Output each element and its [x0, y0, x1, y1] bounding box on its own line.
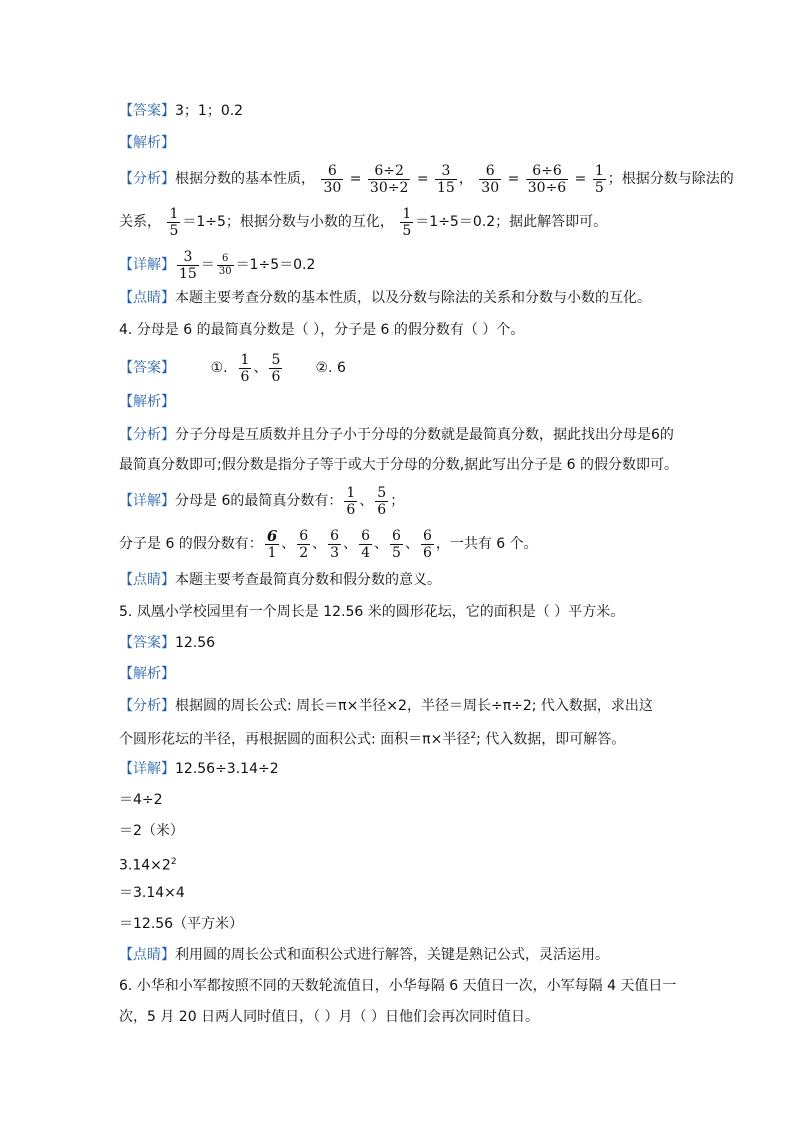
answer-tag: 【答案】	[119, 360, 175, 376]
numerator: 1	[594, 162, 604, 179]
question-text: 次，5 月 20 日两人同时值日，（ ）月（ ）日他们会再次同时值日。	[119, 1009, 539, 1025]
numerator: 3	[435, 163, 457, 180]
numerator: 1	[402, 205, 412, 222]
question-5	[119, 602, 624, 622]
text-run: ＝2（米）	[119, 823, 184, 839]
denominator: 6	[377, 501, 387, 518]
question-6-line-1	[119, 976, 676, 996]
numerator: 6	[361, 527, 371, 544]
calc-step	[119, 821, 184, 841]
numerator: 6	[422, 527, 432, 544]
numerator: 3	[177, 249, 199, 266]
numerator: 5	[271, 351, 281, 368]
numerator: 6	[479, 163, 501, 180]
fraction	[328, 528, 341, 561]
denominator: 30	[323, 179, 342, 196]
denominator: 6	[240, 368, 250, 385]
analysis-tag: 【解析】	[119, 135, 175, 151]
fraction	[217, 253, 234, 278]
question-text: 6. 小华和小军都按照不同的天数轮流值日，小华每隔 6 天值日一次，小军每隔 4 天值日一	[119, 978, 677, 994]
detail-line-2	[119, 523, 538, 565]
analysis-header	[119, 392, 175, 412]
question-text: 4. 分母是 6 的最简真分数是（ ），分子是 6 的假分数有（ ）个。	[119, 322, 525, 338]
equals-sign: ＝	[200, 257, 215, 273]
text-run: 分子分母是互质数并且分子小于分母的分数就是最简真分数，据此找出分母是6的	[175, 427, 674, 443]
text-run: 根据圆的周长公式: 周长＝π×半径×2，半径＝周长÷π÷2; 代入数据，求出这	[175, 698, 653, 714]
fraction	[421, 528, 434, 561]
reasoning-line-2	[119, 455, 678, 475]
detail-tag: 【详解】	[119, 761, 175, 777]
equals-sign: =	[416, 171, 429, 187]
detail-line	[119, 245, 315, 285]
fraction	[297, 528, 310, 561]
key-point-tag: 【点睛】	[119, 572, 175, 588]
text-run: ①.	[175, 360, 237, 376]
text-run: ＝1÷5；根据分数与小数的互化，	[182, 214, 394, 230]
fraction	[390, 528, 403, 561]
separator: 、	[281, 536, 296, 552]
text-run: 关系，	[119, 214, 161, 230]
text-run: 3.14×2	[119, 857, 171, 874]
text-run: ；根据分数与除法的	[607, 171, 734, 187]
separator: 、	[343, 536, 358, 552]
text-run: ＝3.14×4	[119, 885, 185, 901]
numerator: 6÷2	[368, 163, 410, 180]
key-point-line	[119, 288, 651, 308]
calc-step	[119, 790, 163, 810]
reasoning-tag: 【分析】	[119, 171, 175, 187]
text-run: 分母是 6的最简真分数有：	[175, 493, 343, 509]
key-point-tag: 【点睛】	[119, 290, 175, 306]
text-run: ，一共有 6 个。	[435, 536, 538, 552]
analysis-tag: 【解析】	[119, 666, 175, 682]
separator: 、	[359, 493, 374, 509]
text-run: ＝4÷2	[119, 792, 163, 808]
reasoning-line-2	[119, 201, 607, 243]
fraction	[435, 163, 457, 196]
text-run: 12.56÷3.14÷2	[175, 761, 279, 777]
reasoning-line-1	[119, 158, 734, 200]
text-run: 分子是 6 的假分数有：	[119, 536, 263, 552]
text-run: ＝12.56（平方米）	[119, 916, 244, 932]
fraction	[167, 206, 180, 239]
denominator: 15	[179, 265, 197, 282]
fraction	[368, 163, 410, 196]
numerator: 1	[240, 351, 250, 368]
detail-line	[119, 759, 279, 779]
numerator: 1	[346, 484, 356, 501]
numerator: 5	[377, 484, 387, 501]
fraction	[265, 528, 279, 561]
answer-text: 3；1；0.2	[175, 103, 244, 119]
equals-sign: =	[507, 171, 520, 187]
answer-line	[119, 348, 346, 388]
answer-tag: 【答案】	[119, 103, 175, 119]
answer-line	[119, 101, 243, 121]
superscript: 2	[470, 731, 477, 741]
denominator: 6	[271, 368, 281, 385]
denominator: 5	[392, 544, 401, 561]
numerator: 6	[299, 527, 309, 544]
numerator: 6÷6	[526, 163, 568, 180]
text-run: 最简真分数即可;假分数是指分子等于或大于分母的分数,据此写出分子是 6 的假分数即可。	[119, 457, 678, 473]
detail-tag: 【详解】	[119, 493, 175, 509]
key-point-text: 本题主要考查最简真分数和假分数的意义。	[175, 572, 441, 588]
calc-step	[119, 914, 243, 934]
denominator: 1	[267, 544, 277, 561]
key-point-tag: 【点睛】	[119, 947, 175, 963]
superscript: 2	[170, 857, 177, 867]
separator: 、	[374, 536, 389, 552]
denominator: 3	[330, 544, 340, 561]
comma: ，	[458, 171, 473, 187]
text-run: 个圆形花坛的半径，再根据圆的面积公式: 面积＝π×半径	[119, 731, 471, 748]
denominator: 30÷2	[369, 179, 409, 196]
text-run: ＝1÷5＝0.2；据此解答即可。	[415, 214, 608, 230]
fraction	[321, 163, 343, 196]
detail-tag: 【详解】	[119, 257, 175, 273]
denominator: 5	[402, 222, 412, 239]
fraction	[479, 163, 501, 196]
denominator: 6	[346, 501, 356, 518]
fraction	[344, 485, 357, 518]
analysis-header	[119, 133, 175, 153]
equals-sign: =	[574, 171, 587, 187]
numerator: 6	[266, 526, 278, 545]
reasoning-tag: 【分析】	[119, 427, 175, 443]
reasoning-tag: 【分析】	[119, 698, 175, 714]
key-point-text: 利用圆的周长公式和面积公式进行解答，关键是熟记公式，灵活运用。	[175, 947, 609, 963]
analysis-header	[119, 664, 175, 684]
denominator: 2	[299, 544, 309, 561]
numerator: 6	[330, 527, 340, 544]
denominator: 6	[422, 544, 432, 561]
denominator: 5	[169, 222, 179, 239]
reasoning-line-1	[119, 425, 674, 445]
reasoning-line-2	[119, 726, 625, 750]
denominator: 5	[594, 179, 604, 196]
question-6-line-2	[119, 1007, 539, 1027]
calc-step	[119, 883, 185, 903]
equals-sign: =	[349, 171, 362, 187]
question-4	[119, 320, 524, 340]
text-run: ②. 6	[284, 360, 346, 376]
fraction	[526, 163, 568, 196]
numerator: 1	[169, 205, 179, 222]
answer-line	[119, 633, 215, 653]
reasoning-line-1	[119, 696, 653, 716]
fraction	[400, 206, 413, 239]
separator: 、	[253, 360, 268, 376]
numerator: 6	[217, 253, 234, 266]
analysis-tag: 【解析】	[119, 394, 175, 410]
key-point-line	[119, 945, 609, 965]
numerator: 6	[321, 163, 343, 180]
fraction	[269, 352, 282, 385]
key-point-line	[119, 570, 441, 590]
fraction	[359, 528, 372, 561]
numerator: 6	[392, 527, 401, 544]
denominator: 30	[481, 179, 500, 196]
calc-step	[119, 852, 177, 876]
fraction	[593, 163, 606, 196]
denominator: 30	[218, 265, 232, 277]
text-run: ; 代入数据，即可解答。	[476, 731, 626, 748]
fraction	[177, 249, 199, 282]
fraction	[375, 485, 388, 518]
answer-tag: 【答案】	[119, 635, 175, 651]
detail-line-1	[119, 480, 404, 522]
denominator: 4	[361, 544, 371, 561]
text-run: ；	[390, 493, 405, 509]
question-text: 5. 凤凰小学校园里有一个周长是 12.56 米的圆形花坛，它的面积是（ ）平方米。	[119, 604, 625, 620]
denominator: 15	[437, 179, 455, 196]
fraction	[239, 352, 252, 385]
key-point-text: 本题主要考查分数的基本性质，以及分数与除法的关系和分数与小数的互化。	[175, 290, 651, 306]
text-run: 根据分数的基本性质，	[175, 171, 315, 187]
separator: 、	[312, 536, 327, 552]
separator: 、	[404, 536, 419, 552]
denominator: 30÷6	[527, 179, 567, 196]
answer-text: 12.56	[175, 635, 216, 651]
text-run: ＝1÷5＝0.2	[235, 257, 316, 273]
